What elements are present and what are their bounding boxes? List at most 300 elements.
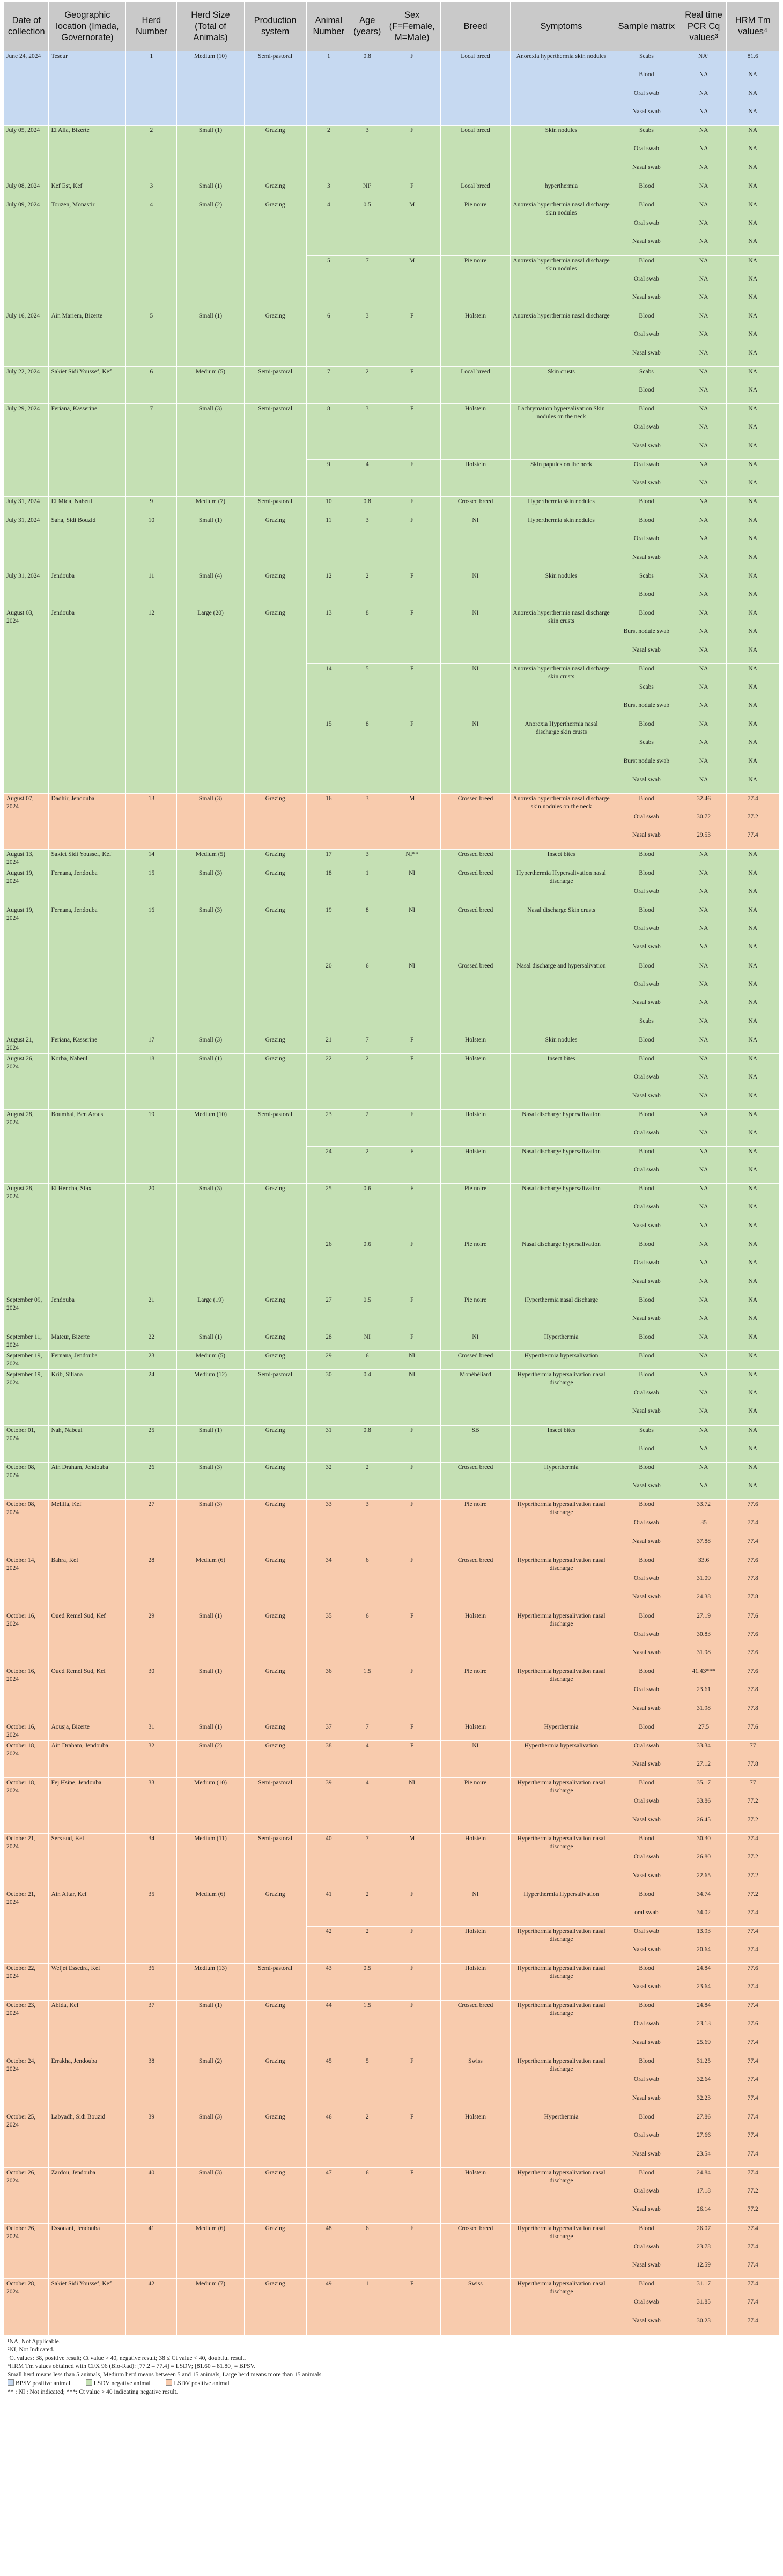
herd-size: Small (3) [177,2167,244,2223]
sample-matrix: Nasal swab [612,1276,681,1295]
animal-sex: F [383,367,441,404]
sample-matrix: Nasal swab [612,775,681,794]
animal-sex: NI [383,1350,441,1369]
sample-matrix: Blood [612,1146,681,1165]
herd-number: 29 [126,1611,177,1666]
animal-age: 2 [351,367,383,404]
sample-matrix: Oral swab [612,1518,681,1537]
animal-number: 20 [306,961,351,1035]
table-row [4,2167,779,2186]
hrm-tm-value: 77.4 [727,2075,779,2093]
geographic-location: Ain Mariem, Bizerte [49,311,126,367]
animal-symptoms: Hyperthermia hypersalivation nasal discharge [510,2279,612,2335]
table-row [4,2223,779,2242]
animal-symptoms: Nasal discharge hypersalivation [510,1184,612,1239]
geographic-location: Touzen, Monastir [49,200,126,311]
collection-date: August 21, 2024 [4,1035,49,1053]
sample-matrix: Oral swab [612,1165,681,1184]
herd-size: Large (20) [177,608,244,793]
hrm-tm-value: NA [727,887,779,905]
animal-symptoms: Anorexia hyperthermia nasal discharge skin crusts [510,608,612,663]
pcr-cq-value: NA [681,274,727,293]
animal-symptoms: Hyperthermia hypersalivation nasal discharge [510,2056,612,2112]
animal-breed: Local breed [441,51,511,126]
herd-number: 20 [126,1184,177,1295]
herd-number: 40 [126,2167,177,2223]
hrm-tm-value: 77.2 [727,1852,779,1871]
pcr-cq-value: NA [681,70,727,88]
geographic-location: Mellila, Kef [49,1499,126,1555]
collection-date: July 09, 2024 [4,200,49,311]
table-row [4,793,779,812]
animal-age: 6 [351,1350,383,1369]
pcr-cq-value: NA [681,126,727,144]
animal-breed: Pie noire [441,1239,511,1295]
pcr-cq-value: NA [681,1276,727,1295]
herd-number: 36 [126,1964,177,2001]
animal-symptoms: Nasal discharge and hypersalivation [510,961,612,1035]
pcr-cq-value: NA [681,1016,727,1035]
table-row [4,1499,779,1518]
animal-breed: Crossed breed [441,2001,511,2056]
herd-size: Medium (7) [177,2279,244,2335]
animal-age: 0.5 [351,1964,383,2001]
herd-number: 14 [126,849,177,868]
production-system: Semi-pastoral [244,51,306,126]
animal-age: 3 [351,404,383,460]
sample-matrix: Oral swab [612,144,681,163]
sample-matrix: Oral swab [612,979,681,998]
herd-number: 7 [126,404,177,497]
hrm-tm-value: 77.4 [727,2167,779,2186]
production-system: Grazing [244,2001,306,2056]
table-row [4,905,779,924]
pcr-cq-value: NA [681,756,727,775]
herd-number: 6 [126,367,177,404]
hrm-tm-value: NA [727,626,779,645]
production-system: Semi-pastoral [244,367,306,404]
herd-number: 10 [126,515,177,571]
animal-age: 4 [351,1778,383,1834]
geographic-location: Fernana, Jendouba [49,868,126,905]
production-system: Semi-pastoral [244,1834,306,1889]
animal-number: 41 [306,1889,351,1926]
pcr-cq-value: NA [681,1332,727,1350]
production-system: Semi-pastoral [244,404,306,497]
sample-matrix: Nasal swab [612,1815,681,1834]
pcr-cq-value: NA [681,1481,727,1500]
animal-sex: F [383,1555,441,1611]
animal-sex: F [383,1184,441,1239]
animal-breed: Pie noire [441,1778,511,1834]
animal-breed: Holstein [441,1109,511,1146]
animal-sex: F [383,181,441,200]
hrm-tm-value: NA [727,1016,779,1035]
pcr-cq-value: NA [681,868,727,887]
sample-matrix: Blood [612,2056,681,2075]
herd-number: 5 [126,311,177,367]
collection-date: October 16, 2024 [4,1611,49,1666]
pcr-cq-value: NA [681,645,727,664]
animal-sex: F [383,1109,441,1146]
table-row [4,1889,779,1908]
animal-sex: F [383,1035,441,1053]
sample-matrix: Oral swab [612,2186,681,2205]
sample-matrix: Blood [612,1350,681,1369]
animal-age: 3 [351,515,383,571]
animal-age: 5 [351,2056,383,2112]
production-system: Semi-pastoral [244,1369,306,1425]
animal-sex: NI [383,1778,441,1834]
hrm-tm-value: NA [727,1350,779,1369]
animal-breed: Holstein [441,1964,511,2001]
animal-age: 7 [351,1834,383,1889]
sample-matrix: Nasal swab [612,478,681,497]
herd-size: Small (1) [177,1053,244,1109]
pcr-cq-value: NA [681,515,727,534]
animal-breed: Crossed breed [441,849,511,868]
legend-lsdv-positive: LSDV positive animal [174,2380,230,2387]
collection-date: October 08, 2024 [4,1462,49,1499]
animal-symptoms: Skin nodules [510,1035,612,1053]
geographic-location: Sers sud, Kef [49,1834,126,1889]
animal-symptoms: Anorexia hyperthermia nasal discharge skin crusts [510,663,612,719]
pcr-cq-value: NA [681,719,727,738]
sample-matrix: Nasal swab [612,998,681,1016]
hrm-tm-value: 77.6 [727,1555,779,1574]
pcr-cq-value: NA [681,571,727,589]
geographic-location: Kef Est, Kef [49,181,126,200]
sample-matrix: Nasal swab [612,2204,681,2223]
herd-number: 13 [126,793,177,849]
animal-symptoms: Hyperthermia hypersalivation nasal discharge [510,1369,612,1425]
column-header: Animal Number [306,2,351,51]
animal-sex: F [383,2167,441,2223]
herd-size: Small (2) [177,1741,244,1778]
animal-age: 1.5 [351,1666,383,1722]
herd-size: Small (3) [177,2112,244,2167]
pcr-cq-value: NA [681,998,727,1016]
animal-sex: F [383,1146,441,1183]
collection-date: September 19, 2024 [4,1369,49,1425]
sample-matrix: Nasal swab [612,441,681,460]
animal-breed: Pie noire [441,1295,511,1332]
animal-sex: NI [383,961,441,1035]
pcr-cq-value: NA [681,1109,727,1128]
sample-matrix: Burst nodule swab [612,626,681,645]
pcr-cq-value: NA [681,404,727,423]
animal-breed: NI [441,608,511,663]
sample-matrix: Nasal swab [612,1648,681,1666]
sample-matrix: Burst nodule swab [612,700,681,719]
herd-number: 26 [126,1462,177,1499]
animal-age: 6 [351,961,383,1035]
animal-sex: NI [383,905,441,961]
table-row [4,868,779,887]
collection-date: August 03, 2024 [4,608,49,793]
color-legend [8,2379,775,2388]
hrm-tm-value: NA [727,1276,779,1295]
table-row [4,497,779,515]
animal-symptoms: Hyperthermia hypersalivation nasal discharge [510,2167,612,2223]
hrm-tm-value: 77.4 [727,2316,779,2335]
hrm-tm-value: NA [727,404,779,423]
animal-sex: F [383,1666,441,1722]
pcr-cq-value: 31.09 [681,1574,727,1592]
pcr-cq-value: 27.5 [681,1722,727,1741]
animal-age: 3 [351,311,383,367]
hrm-tm-value: NA [727,144,779,163]
collection-date: October 24, 2024 [4,2056,49,2112]
sample-matrix: Scabs [612,1016,681,1035]
animal-symptoms: Anorexia hyperthermia nasal discharge skin nodules on the neck [510,793,612,849]
sample-matrix: Oral swab [612,88,681,107]
sample-matrix: Blood [612,1332,681,1350]
hrm-tm-value: NA [727,441,779,460]
pcr-cq-value: 35 [681,1518,727,1537]
sample-matrix: Blood [612,311,681,330]
sample-matrix: Blood [612,1889,681,1908]
herd-number: 12 [126,608,177,793]
collection-date: October 08, 2024 [4,1499,49,1555]
production-system: Grazing [244,1722,306,1741]
animal-age: 2 [351,1889,383,1926]
herd-size: Medium (12) [177,1369,244,1425]
animal-breed: Holstein [441,1611,511,1666]
pcr-cq-value: NA [681,589,727,608]
pcr-cq-value: NA [681,497,727,515]
pcr-cq-value: NA [681,626,727,645]
hrm-tm-value: NA [727,1053,779,1072]
sample-matrix: Oral swab [612,1388,681,1407]
herd-number: 41 [126,2223,177,2279]
animal-breed: Pie noire [441,1184,511,1239]
table-row [4,1425,779,1444]
sample-matrix: Blood [612,1035,681,1053]
table-row [4,126,779,144]
pcr-cq-value: 27.66 [681,2130,727,2149]
production-system: Grazing [244,1462,306,1499]
hrm-tm-value: NA [727,1221,779,1239]
animal-age: 4 [351,1741,383,1778]
geographic-location: Essouani, Jendouba [49,2223,126,2279]
herd-number: 31 [126,1722,177,1741]
herd-number: 11 [126,571,177,608]
animal-symptoms: Hyperthermia nasal discharge [510,1295,612,1332]
animal-symptoms: Hyperthermia [510,1332,612,1350]
hrm-tm-value: NA [727,756,779,775]
pcr-cq-value: NA [681,478,727,497]
animal-breed: SB [441,1425,511,1462]
animal-sex: M [383,255,441,311]
animal-age: 0.4 [351,1369,383,1425]
pcr-cq-value: NA [681,88,727,107]
hrm-tm-value: NA [727,552,779,571]
sample-matrix: Oral swab [612,2242,681,2261]
sample-matrix: Oral swab [612,274,681,293]
herd-size: Small (3) [177,1184,244,1295]
geographic-location: Weljet Essedra, Kef [49,1964,126,2001]
pcr-cq-value: NA [681,422,727,441]
column-header: Symptoms [510,2,612,51]
production-system: Grazing [244,311,306,367]
animal-breed: NI [441,1332,511,1350]
production-system: Grazing [244,1350,306,1369]
animal-age: 7 [351,1722,383,1741]
hrm-tm-value: NA [727,329,779,348]
sample-matrix: Blood [612,1184,681,1202]
herd-number: 42 [126,2279,177,2335]
animal-number: 35 [306,1611,351,1666]
animal-breed: Crossed breed [441,497,511,515]
production-system: Grazing [244,571,306,608]
animal-breed: Crossed breed [441,961,511,1035]
herd-size: Small (3) [177,868,244,905]
animal-symptoms: Hyperthermia hypersalivation [510,1350,612,1369]
animal-breed: Pie noire [441,255,511,311]
animal-sex: F [383,2001,441,2056]
hrm-tm-value: NA [727,1332,779,1350]
pcr-cq-value: NA [681,311,727,330]
hrm-tm-value: 81.6 [727,51,779,70]
geographic-location: Labyadh, Sidi Bouzid [49,2112,126,2167]
animal-age: 0.6 [351,1184,383,1239]
sample-matrix: Oral swab [612,534,681,552]
animal-number: 13 [306,608,351,663]
animal-age: 0.6 [351,1239,383,1295]
table-row [4,404,779,423]
animal-number: 37 [306,1722,351,1741]
column-header: Date of collection [4,2,49,51]
herd-size: Small (1) [177,1722,244,1741]
animal-age: 6 [351,2223,383,2279]
pcr-cq-value: 31.98 [681,1703,727,1722]
sample-matrix: Oral swab [612,1927,681,1945]
animal-symptoms: Hyperthermia Hypersalivation [510,1889,612,1926]
pcr-cq-value: NA [681,107,727,126]
animal-age: 0.8 [351,497,383,515]
sample-matrix: Nasal swab [612,2316,681,2335]
hrm-tm-value: NA [727,70,779,88]
production-system: Grazing [244,1053,306,1109]
animal-breed: Swiss [441,2056,511,2112]
table-row [4,1555,779,1574]
animal-number: 7 [306,367,351,404]
sample-matrix: Nasal swab [612,1982,681,2001]
sample-matrix: Nasal swab [612,2093,681,2112]
hrm-tm-value: 77.4 [727,793,779,812]
pcr-cq-value: 23.13 [681,2019,727,2038]
herd-size: Small (2) [177,200,244,311]
animal-breed: NI [441,515,511,571]
herd-size: Small (1) [177,311,244,367]
sample-matrix: Blood [612,1053,681,1072]
herd-number: 24 [126,1369,177,1425]
hrm-tm-value: NA [727,1481,779,1500]
animal-age: 8 [351,719,383,793]
herd-number: 18 [126,1053,177,1109]
sample-matrix: oral swab [612,1908,681,1927]
animal-symptoms: Hyperthermia Hypersalivation nasal discharge [510,868,612,905]
pcr-cq-value: 32.46 [681,793,727,812]
pcr-cq-value: NA [681,181,727,200]
animal-sex: F [383,1462,441,1499]
herd-number: 2 [126,126,177,181]
hrm-tm-value: 77.2 [727,1871,779,1889]
herd-number: 25 [126,1425,177,1462]
pcr-cq-value: NA [681,163,727,181]
sample-matrix: Scabs [612,571,681,589]
sample-matrix: Oral swab [612,2019,681,2038]
animal-symptoms: Hyperthermia [510,1722,612,1741]
animal-age: 3 [351,793,383,849]
animal-number: 49 [306,2279,351,2335]
geographic-location: Sakiet Sidi Youssef, Kef [49,367,126,404]
animal-number: 48 [306,2223,351,2279]
animal-sex: F [383,2223,441,2279]
pcr-cq-value: 24.84 [681,2001,727,2019]
sample-matrix: Nasal swab [612,1313,681,1332]
table-row [4,1834,779,1852]
pcr-cq-value: NA [681,1072,727,1091]
sample-matrix: Oral swab [612,1258,681,1276]
column-header: Breed [441,2,511,51]
hrm-tm-value: NA [727,1035,779,1053]
herd-number: 1 [126,51,177,126]
pcr-cq-value: NA [681,1091,727,1110]
geographic-location: Saha, Sidi Bouzid [49,515,126,571]
animal-sex: F [383,1332,441,1350]
sample-matrix: Oral swab [612,2075,681,2093]
animal-sex: F [383,1611,441,1666]
pcr-cq-value: NA [681,682,727,701]
hrm-tm-value: NA [727,348,779,367]
animal-breed: Pie noire [441,1666,511,1722]
animal-age: NI [351,1332,383,1350]
sample-matrix: Nasal swab [612,645,681,664]
animal-age: NI² [351,181,383,200]
animal-age: 3 [351,1499,383,1555]
production-system: Semi-pastoral [244,1964,306,2001]
animal-breed: Crossed breed [441,905,511,961]
pcr-cq-value: 30.83 [681,1629,727,1648]
pcr-cq-value: 12.59 [681,2260,727,2279]
sample-matrix: Blood [612,2112,681,2130]
sample-matrix: Scabs [612,126,681,144]
hrm-tm-value: 77.2 [727,1889,779,1908]
sample-matrix: Blood [612,1722,681,1741]
sample-matrix: Nasal swab [612,1703,681,1722]
sample-matrix: Oral swab [612,1796,681,1815]
sample-matrix: Oral swab [612,812,681,831]
pcr-cq-value: NA [681,144,727,163]
table-row [4,1332,779,1350]
hrm-tm-value: 77.4 [727,2242,779,2261]
animal-number: 11 [306,515,351,571]
sample-matrix: Nasal swab [612,1592,681,1611]
animal-breed: NI [441,1889,511,1926]
pcr-cq-value: NA¹ [681,51,727,70]
pcr-cq-value: NA [681,775,727,794]
collection-date: August 28, 2024 [4,1184,49,1295]
herd-size: Medium (10) [177,1778,244,1834]
geographic-location: Mateur, Bizerte [49,1332,126,1350]
pcr-cq-value: NA [681,1184,727,1202]
animal-number: 16 [306,793,351,849]
hrm-tm-value: 77.8 [727,1759,779,1778]
hrm-tm-value: NA [727,1444,779,1463]
hrm-tm-value: NA [727,979,779,998]
